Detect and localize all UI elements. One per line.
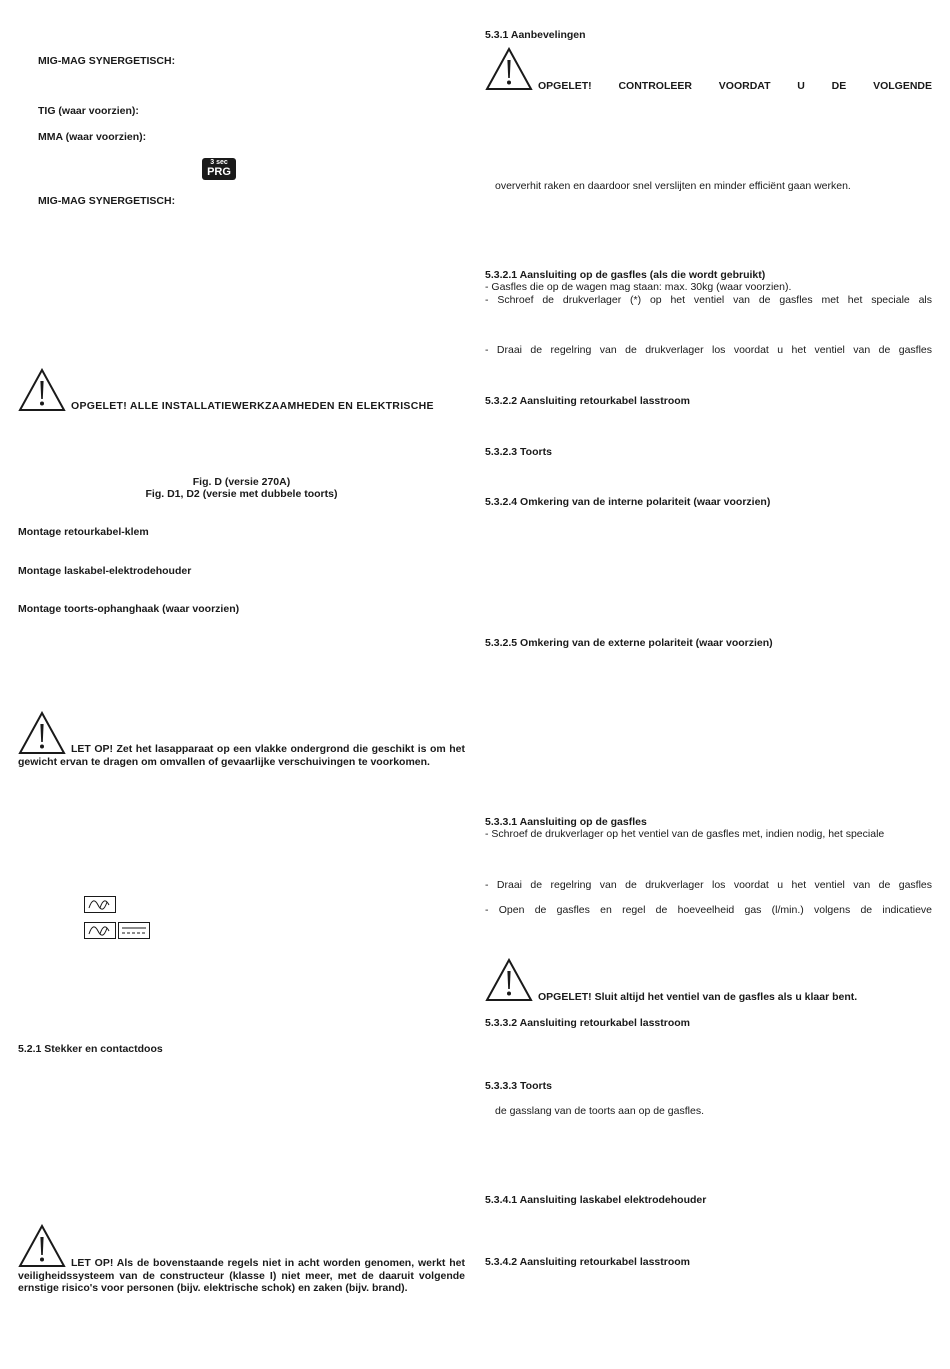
warning-stable-surface: LET OP! Zet het lasapparaat op een vlakke ondergrond die geschikt is om het gewicht ervan te dragen om omvallen of gevaarlijke verschuivingen te voorkomen. xyxy=(18,743,465,768)
dc-power-symbol-icon xyxy=(118,922,150,939)
heading-montage-retourkabel: Montage retourkabel-klem xyxy=(18,526,149,538)
text-schroef-drukverlager-1: - Schroef de drukverlager (*) op het ventiel van de gasfles met het speciale als xyxy=(485,294,932,306)
ac-power-symbol-icon xyxy=(84,922,116,939)
heading-montage-laskabel: Montage laskabel-elektrodehouder xyxy=(18,565,192,577)
section-5-3-4-1: 5.3.4.1 Aansluiting laskabel elektrodehouder xyxy=(485,1194,707,1206)
mma-heading: MMA (waar voorzien): xyxy=(38,131,147,143)
prg-badge-top: 3 sec xyxy=(210,159,228,166)
prg-3sec-button-icon xyxy=(202,158,236,180)
section-5-3-1: 5.3.1 Aanbevelingen xyxy=(485,29,586,41)
figure-caption-d1-d2: Fig. D1, D2 (versie met dubbele toorts) xyxy=(145,488,338,500)
warning-safety-class: LET OP! Als de bovenstaande regels niet in acht worden genomen, werkt het veiligheidssysteem van de constructeur (klasse I) niet meer, met de daaruit volgende ernstige risico's voor personen (bijv. elektrische schok) en zaken (bijv. brand). xyxy=(18,1257,465,1294)
mig-mag-heading-2: MIG-MAG SYNERGETISCH: xyxy=(38,195,176,207)
warning-sluit-ventiel: OPGELET! Sluit altijd het ventiel van de gasfles als u klaar bent. xyxy=(538,991,858,1003)
tig-heading: TIG (waar voorzien): xyxy=(38,105,139,117)
mig-mag-heading-1: MIG-MAG SYNERGETISCH: xyxy=(38,55,176,67)
section-5-3-3-1: 5.3.3.1 Aansluiting op de gasfles xyxy=(485,816,647,828)
ac-power-symbol-icon xyxy=(84,896,116,913)
prg-badge-bottom: PRG xyxy=(207,166,231,178)
text-gasslang: de gasslang van de toorts aan op de gasfles. xyxy=(495,1105,704,1117)
warning-icon xyxy=(485,958,533,1002)
text-gasfles-wagen: - Gasfles die op de wagen mag staan: max. 30kg (waar voorzien). xyxy=(485,281,792,293)
text-draai-regelring-2: - Draai de regelring van de drukverlager los voordat u het ventiel van de gasfles xyxy=(485,879,932,891)
text-draai-regelring-1: - Draai de regelring van de drukverlager los voordat u het ventiel van de gasfles xyxy=(485,344,932,356)
heading-montage-toorts: Montage toorts-ophanghaak (waar voorzien) xyxy=(18,603,240,615)
section-5-3-2-4: 5.3.2.4 Omkering van de interne polariteit (waar voorzien) xyxy=(485,496,771,508)
section-5-3-4-2: 5.3.4.2 Aansluiting retourkabel lasstroom xyxy=(485,1256,691,1268)
section-5-3-3-3: 5.3.3.3 Toorts xyxy=(485,1080,552,1092)
warning-installation: OPGELET! ALLE INSTALLATIEWERKZAAMHEDEN EN ELEKTRISCHE xyxy=(71,400,434,412)
figure-caption-d: Fig. D (versie 270A) xyxy=(192,476,291,488)
text-open-gasfles: - Open de gasfles en regel de hoeveelheid gas (l/min.) volgens de indicatieve xyxy=(485,904,932,916)
warning-icon xyxy=(18,368,66,412)
section-5-3-2-2: 5.3.2.2 Aansluiting retourkabel lasstroom xyxy=(485,395,691,407)
text-schroef-drukverlager-2: - Schroef de drukverlager op het ventiel van de gasfles met, indien nodig, het speciale xyxy=(485,828,885,840)
section-5-3-2-1: 5.3.2.1 Aansluiting op de gasfles (als die wordt gebruikt) xyxy=(485,269,766,281)
section-5-2-1: 5.2.1 Stekker en contactdoos xyxy=(18,1043,163,1055)
warning-icon xyxy=(485,47,533,91)
section-5-3-2-3: 5.3.2.3 Toorts xyxy=(485,446,552,458)
text-oververhit: oververhit raken en daardoor snel verslijten en minder efficiënt gaan werken. xyxy=(495,180,851,192)
warning-controleer: OPGELET! CONTROLEER VOORDAT U DE VOLGENDE xyxy=(538,80,932,92)
section-5-3-2-5: 5.3.2.5 Omkering van de externe polariteit (waar voorzien) xyxy=(485,637,773,649)
section-5-3-3-2: 5.3.3.2 Aansluiting retourkabel lasstroom xyxy=(485,1017,691,1029)
